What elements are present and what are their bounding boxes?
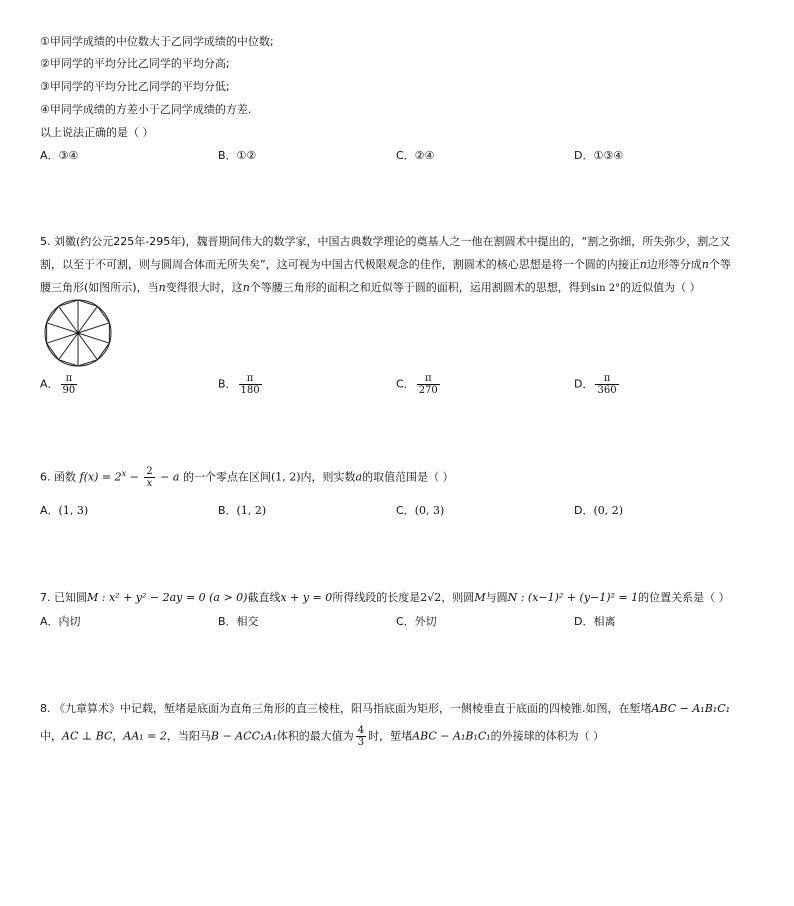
q5-line-2 (40, 256, 731, 272)
q5-var-n: n (242, 281, 250, 294)
fraction-denominator: 360 (597, 385, 617, 396)
fraction-numerator: π (595, 373, 618, 385)
q4-option-b: B．①② (218, 149, 257, 162)
q4-statement-1: ①甲同学成绩的中位数大于乙同学成绩的中位数; (40, 35, 274, 48)
q6-function-lhs: f(x) = 2 (79, 470, 122, 484)
q6-suffix: 的取值范围是（ ） (362, 470, 454, 484)
q8-line-2 (40, 725, 604, 748)
q5-line-2-text-b: 边形等分成 (646, 258, 702, 271)
fraction-denominator: 3 (357, 737, 365, 748)
fraction-numerator: 2 (146, 466, 153, 477)
q6-minus: − (126, 470, 143, 484)
q6-mid-text: 的一个零点在区间 (182, 470, 271, 484)
q7-circle-n-equation: N : (x−1)² + (y−1)² = 1 (507, 591, 639, 604)
radial-line (59, 306, 78, 333)
q6-option-b-value: (1, 2) (236, 504, 267, 517)
q8-line-2-text-c: 体积的最大值为 (276, 729, 354, 743)
q7-option-a: A．内切 (40, 615, 81, 628)
q6-prefix: 6. 函数 (40, 470, 76, 484)
q5-line-3-text-d: 的近似值为（ ） (620, 281, 701, 294)
q5-option-b-fraction (239, 373, 262, 396)
radial-line (47, 323, 78, 333)
radial-line (78, 306, 97, 333)
q7-mid-text-4: 与圆 (485, 591, 508, 604)
q6-tail-expression: − a (156, 470, 180, 484)
q8-line-2-text-b: ，当阳马 (166, 729, 211, 743)
fraction-numerator: π (239, 373, 262, 385)
q8-prism-2: ABC − A₁B₁C₁ (412, 729, 491, 743)
q8-pyramid: B − ACC₁A₁ (210, 729, 277, 743)
q5-option-d (574, 373, 621, 396)
q7-prefix: 7. 已知圆 (40, 591, 87, 604)
fraction-numerator: 4 (357, 725, 365, 736)
q6-option-d-value: (0, 2) (593, 504, 624, 517)
q4-statement-2: ②甲同学的平均分比乙同学的平均分高; (40, 57, 230, 70)
q7-mid-text-3: ，则圆 (441, 591, 475, 604)
q5-option-c-fraction (417, 373, 440, 396)
q5-option-c-label: C． (396, 377, 415, 391)
q6-option-a-value: (1, 3) (58, 504, 89, 517)
q7-option-c: C．外切 (396, 615, 437, 628)
q8-condition-1: AC ⊥ BC (62, 729, 113, 743)
q4-prompt: 以上说法正确的是（ ） (40, 126, 154, 139)
q4-statement-3: ③甲同学的平均分比乙同学的平均分低; (40, 80, 230, 93)
q8-separator: ， (112, 729, 124, 743)
q6-option-c-label: C． (396, 504, 415, 517)
q7-mid-text-2: 所得线段的长度是 (332, 591, 421, 604)
q5-option-a-label: A． (40, 377, 59, 391)
q5-option-b (218, 373, 264, 396)
q8-line-1-text: 8. 《九章算术》中记载，堑堵是底面为直角三角形的直三棱柱，阳马指底面为矩形，一侧棱垂直于底面的四棱锥.如图，在堑堵 (40, 702, 652, 715)
q6-option-d-label: D． (574, 504, 594, 517)
q6-option-a-label: A． (40, 504, 59, 517)
q5-option-a (40, 373, 79, 396)
q8-fraction (356, 725, 366, 748)
q8-prism: ABC − A₁B₁C₁ (651, 702, 731, 715)
q5-line-3-text-b: 变得很大时，这 (165, 281, 243, 294)
q5-option-d-fraction (595, 373, 618, 396)
fraction-numerator: π (61, 373, 78, 385)
radial-line (47, 333, 78, 343)
q4-statement-4: ④甲同学成绩的方差小于乙同学成绩的方差. (40, 103, 252, 116)
q8-line-1 (40, 700, 730, 716)
q4-option-c: C．②④ (396, 149, 435, 162)
q5-option-b-label: B． (218, 377, 237, 391)
radial-line (59, 333, 78, 360)
q5-var-n: n (158, 281, 166, 294)
q6-option-c-value: (0, 3) (414, 504, 445, 517)
q6-stem (40, 466, 454, 489)
q4-option-d: D．①③④ (574, 149, 624, 162)
q5-option-a-fraction (61, 373, 78, 396)
q7-option-b: B．相交 (218, 615, 259, 628)
radial-line (78, 323, 109, 333)
fraction-denominator: 270 (418, 385, 438, 396)
q7-options (40, 613, 760, 629)
q5-var-n: n (701, 258, 709, 271)
q5-line-3 (40, 279, 701, 295)
q6-option-b-label: B． (218, 504, 237, 517)
inscribed-polygon-figure (42, 298, 114, 368)
q6-exponent: x (121, 468, 127, 478)
q5-line-3-text-c: 个等腰三角形的面积之和近似等于圆的面积，运用割圆术的思想，得到 (249, 281, 591, 294)
q8-line-2-text-a: 中， (40, 729, 62, 743)
q7-circle-m-equation: M : x² + y² − 2ay = 0 (a > 0) (87, 591, 248, 604)
q6-option-a (40, 502, 88, 518)
q5-option-d-label: D． (574, 377, 594, 391)
polygon-triangle-lines (47, 300, 110, 366)
q4-option-a: A．③④ (40, 149, 79, 162)
q5-sin-expression: sin 2° (590, 283, 621, 294)
q7-length: 2√2 (420, 591, 442, 604)
fraction-denominator: x (146, 478, 153, 489)
q8-line-2-text-d: 时，堑堵 (368, 729, 413, 743)
q8-line-2-text-e: 的外接球的体积为（ ） (490, 729, 605, 743)
q6-option-d (574, 502, 623, 518)
q5-line-2-text-a: 割，以至于不可割，则与圆周合体而无所失矣”，这可视为中国古代极限观念的佳作，割圆术的核心思想是将一个圆的内接正 (40, 258, 640, 271)
q4-options (40, 147, 760, 163)
q5-line-1: 5. 刘徽(约公元225年-295年)，魏晋期间伟大的数学家，中国古典数学理论的奠基人之一他在割圆术中提出的，“割之弥细，所失弥少，割之又 (40, 235, 731, 248)
fraction-denominator: 90 (62, 385, 76, 396)
q5-line-2-text-c: 个等 (708, 258, 731, 271)
q6-var-a: a (355, 470, 363, 484)
q6-fraction (144, 466, 154, 489)
q7-suffix: 的位置关系是（ ） (638, 591, 730, 604)
radial-line (78, 333, 109, 343)
q7-mid-text-1: 截直线 (247, 591, 281, 604)
q6-option-c (396, 502, 444, 518)
q7-var-m: M (474, 591, 486, 604)
q5-var-n: n (639, 258, 647, 271)
q6-interval: (1, 2) (270, 470, 301, 484)
q6-mid-text-2: 内，则实数 (300, 470, 356, 484)
q5-option-c (396, 373, 442, 396)
radial-line (78, 333, 97, 360)
q8-condition-2: AA₁ = 2 (123, 729, 167, 743)
q7-line-equation: x + y = 0 (280, 591, 333, 604)
q5-options (40, 373, 760, 403)
fraction-denominator: 180 (240, 385, 260, 396)
fraction-numerator: π (417, 373, 440, 385)
q6-option-b (218, 502, 266, 518)
q7-stem (40, 589, 730, 605)
q6-options (40, 502, 760, 518)
q5-line-3-text-a: 腰三角形(如图所示)，当 (40, 281, 159, 294)
q7-option-d: D．相离 (574, 615, 616, 628)
